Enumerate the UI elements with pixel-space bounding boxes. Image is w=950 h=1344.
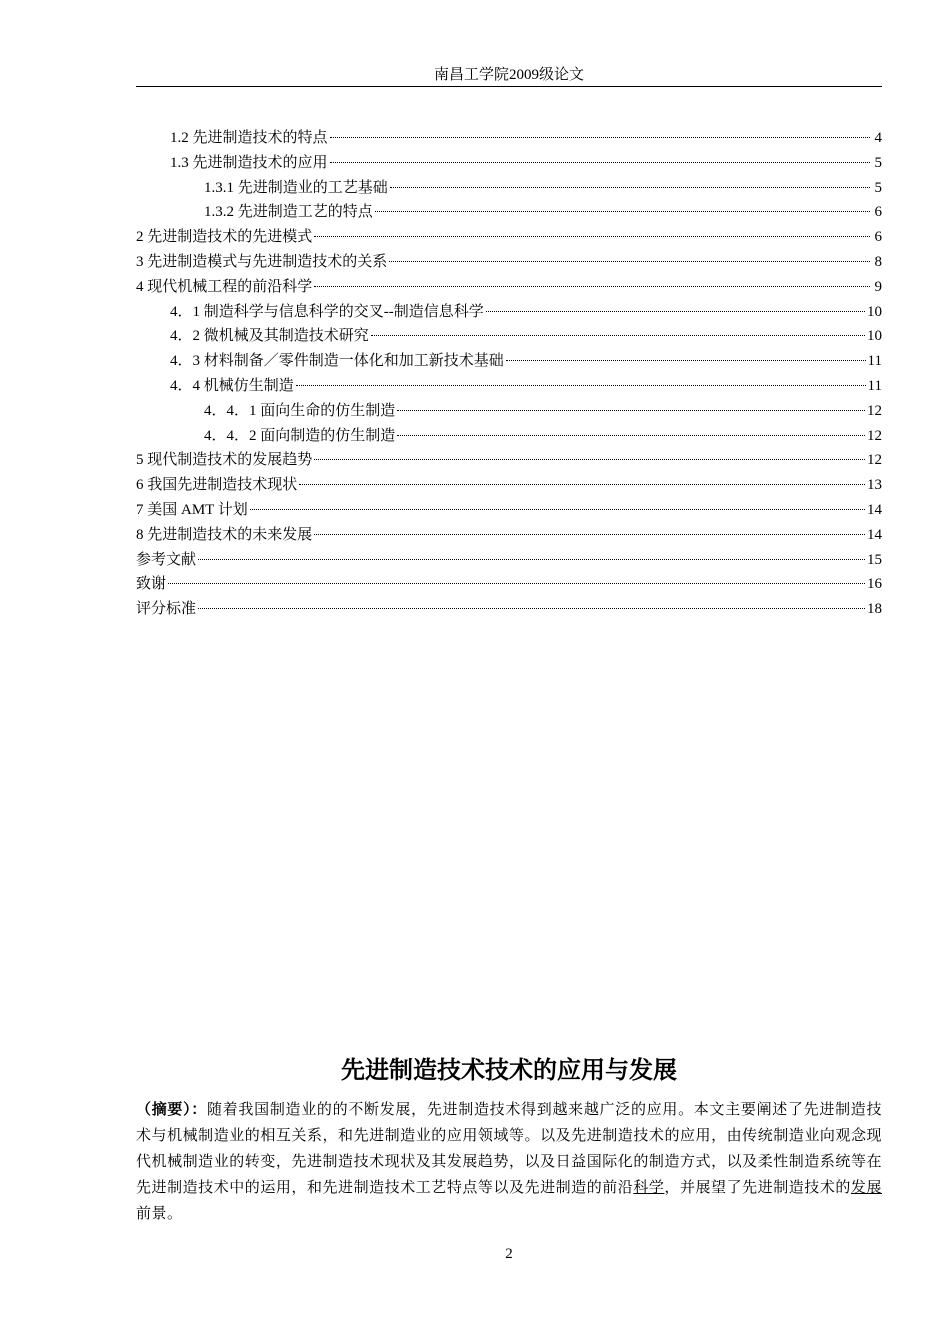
abstract-text-3: 前景。 bbox=[136, 1206, 183, 1222]
toc-entry[interactable] bbox=[136, 399, 882, 424]
toc-entry-page: 12 bbox=[867, 402, 882, 419]
toc-entry-label: 5 现代制造技术的发展趋势 bbox=[136, 452, 313, 469]
toc-entry[interactable] bbox=[136, 200, 882, 225]
toc-entry-page: 9 bbox=[874, 278, 882, 295]
page-number: 2 bbox=[505, 1246, 513, 1262]
toc-dot-leader bbox=[371, 335, 865, 336]
toc-entry[interactable] bbox=[136, 250, 882, 275]
paper-title: 先进制造技术技术的应用与发展 bbox=[341, 1056, 677, 1084]
toc-dot-leader bbox=[397, 435, 865, 436]
toc-dot-leader bbox=[330, 137, 870, 138]
toc-entry[interactable] bbox=[136, 126, 882, 151]
toc-entry-page: 5 bbox=[874, 154, 882, 171]
toc-dot-leader bbox=[299, 484, 865, 485]
toc-dot-leader bbox=[168, 583, 865, 584]
toc-dot-leader bbox=[314, 534, 865, 535]
toc-entry-label: 4．3 材料制备／零件制造一体化和加工新技术基础 bbox=[170, 353, 504, 370]
toc-dot-leader bbox=[314, 459, 865, 460]
toc-entry-label: 4．4 机械仿生制造 bbox=[170, 377, 294, 394]
toc-entry-label: 4．4．2 面向制造的仿生制造 bbox=[204, 427, 396, 444]
toc-entry-page: 13 bbox=[867, 477, 882, 494]
toc-entry[interactable] bbox=[136, 176, 882, 201]
toc-entry[interactable] bbox=[136, 349, 882, 374]
toc-entry-page: 18 bbox=[867, 601, 882, 618]
toc-entry-page: 4 bbox=[874, 130, 882, 146]
toc-dot-leader bbox=[198, 559, 865, 560]
toc-entry-label: 参考文献 bbox=[136, 551, 197, 568]
abstract bbox=[136, 1096, 882, 1227]
toc-entry-page: 6 bbox=[874, 229, 882, 246]
toc-dot-leader bbox=[330, 162, 870, 163]
toc-dot-leader bbox=[296, 385, 866, 386]
toc-entry-label: 2 先进制造技术的先进模式 bbox=[136, 229, 313, 246]
toc-entry-label: 4 现代机械工程的前沿科学 bbox=[136, 278, 313, 295]
toc-entry-page: 12 bbox=[867, 427, 882, 444]
toc-dot-leader bbox=[389, 261, 870, 262]
toc-entry-page: 10 bbox=[867, 328, 882, 345]
toc-dot-leader bbox=[506, 360, 866, 361]
abstract-text-2: ，并展望了先进制造技术的 bbox=[664, 1180, 851, 1196]
toc-entry-label: 6 我国先进制造技术现状 bbox=[136, 477, 298, 494]
toc-dot-leader bbox=[486, 311, 865, 312]
abstract-label: （摘要）： bbox=[136, 1100, 208, 1118]
toc-entry-label: 1.2 先进制造技术的特点 bbox=[170, 130, 328, 146]
toc-entry-label: 评分标准 bbox=[136, 601, 197, 618]
toc-entry-label: 4．2 微机械及其制造技术研究 bbox=[170, 328, 369, 345]
toc-entry[interactable] bbox=[136, 548, 882, 573]
toc-entry-label: 4．1 制造科学与信息科学的交叉--制造信息科学 bbox=[170, 303, 484, 320]
toc-entry-page: 8 bbox=[874, 253, 882, 270]
toc-entry-label: 8 先进制造技术的未来发展 bbox=[136, 526, 313, 543]
header-rule bbox=[136, 86, 882, 87]
toc-entry-label: 致谢 bbox=[136, 576, 167, 593]
toc-entry[interactable] bbox=[136, 300, 882, 325]
toc-entry-page: 14 bbox=[867, 501, 882, 518]
toc-entry[interactable] bbox=[136, 597, 882, 622]
toc-dot-leader bbox=[397, 410, 865, 411]
toc-entry-page: 16 bbox=[867, 576, 882, 593]
abstract-link-science[interactable]: 科学 bbox=[633, 1180, 665, 1196]
toc-entry-page: 11 bbox=[867, 377, 882, 394]
toc-entry-page: 6 bbox=[874, 204, 882, 221]
toc-entry[interactable] bbox=[136, 572, 882, 597]
toc-entry[interactable] bbox=[136, 448, 882, 473]
toc-entry[interactable] bbox=[136, 275, 882, 300]
toc-entry-page: 11 bbox=[867, 353, 882, 370]
toc-dot-leader bbox=[314, 236, 870, 237]
toc-entry-page: 10 bbox=[867, 303, 882, 320]
toc-entry-label: 3 先进制造模式与先进制造技术的关系 bbox=[136, 253, 388, 270]
toc-entry[interactable] bbox=[136, 374, 882, 399]
table-of-contents bbox=[136, 126, 882, 622]
toc-dot-leader bbox=[198, 608, 865, 609]
toc-entry[interactable] bbox=[136, 473, 882, 498]
toc-dot-leader bbox=[375, 211, 870, 212]
toc-dot-leader bbox=[314, 286, 870, 287]
toc-dot-leader bbox=[390, 187, 870, 188]
toc-entry-page: 12 bbox=[867, 452, 882, 469]
toc-entry-label: 1.3 先进制造技术的应用 bbox=[170, 154, 328, 171]
toc-dot-leader bbox=[250, 509, 865, 510]
abstract-link-development[interactable]: 发展 bbox=[850, 1180, 882, 1196]
toc-entry-label: 1.3.1 先进制造业的工艺基础 bbox=[204, 179, 388, 196]
page-header: 南昌工学院2009级论文 bbox=[433, 67, 584, 83]
toc-entry-page: 14 bbox=[867, 526, 882, 543]
toc-entry[interactable] bbox=[136, 424, 882, 449]
toc-entry[interactable] bbox=[136, 498, 882, 523]
toc-entry[interactable] bbox=[136, 151, 882, 176]
toc-entry-label: 4．4．1 面向生命的仿生制造 bbox=[204, 402, 396, 419]
toc-entry-label: 7 美国 AMT 计划 bbox=[136, 501, 248, 518]
toc-entry[interactable] bbox=[136, 523, 882, 548]
toc-entry-page: 5 bbox=[874, 179, 882, 196]
toc-entry-page: 15 bbox=[867, 551, 882, 568]
toc-entry[interactable] bbox=[136, 324, 882, 349]
abstract-text-1: 随着我国制造业的的不断发展，先进制造技术得到越来越广泛的应用。本文主要阐述了先进制造技术与机械制造业的相互关系，和先进制造业的应用领域等。以及先进制造技术的应用，由传统制造业向观念现代机械制造业的转变，先进制造技术现状及其发展趋势，以及日益国际化的制造方式，以及柔性制造系统等在先进制造技术中的运用，和先进制造技术工艺特点等以及先进制造的前沿 bbox=[136, 1102, 882, 1196]
toc-entry[interactable] bbox=[136, 225, 882, 250]
toc-entry-label: 1.3.2 先进制造工艺的特点 bbox=[204, 204, 373, 221]
